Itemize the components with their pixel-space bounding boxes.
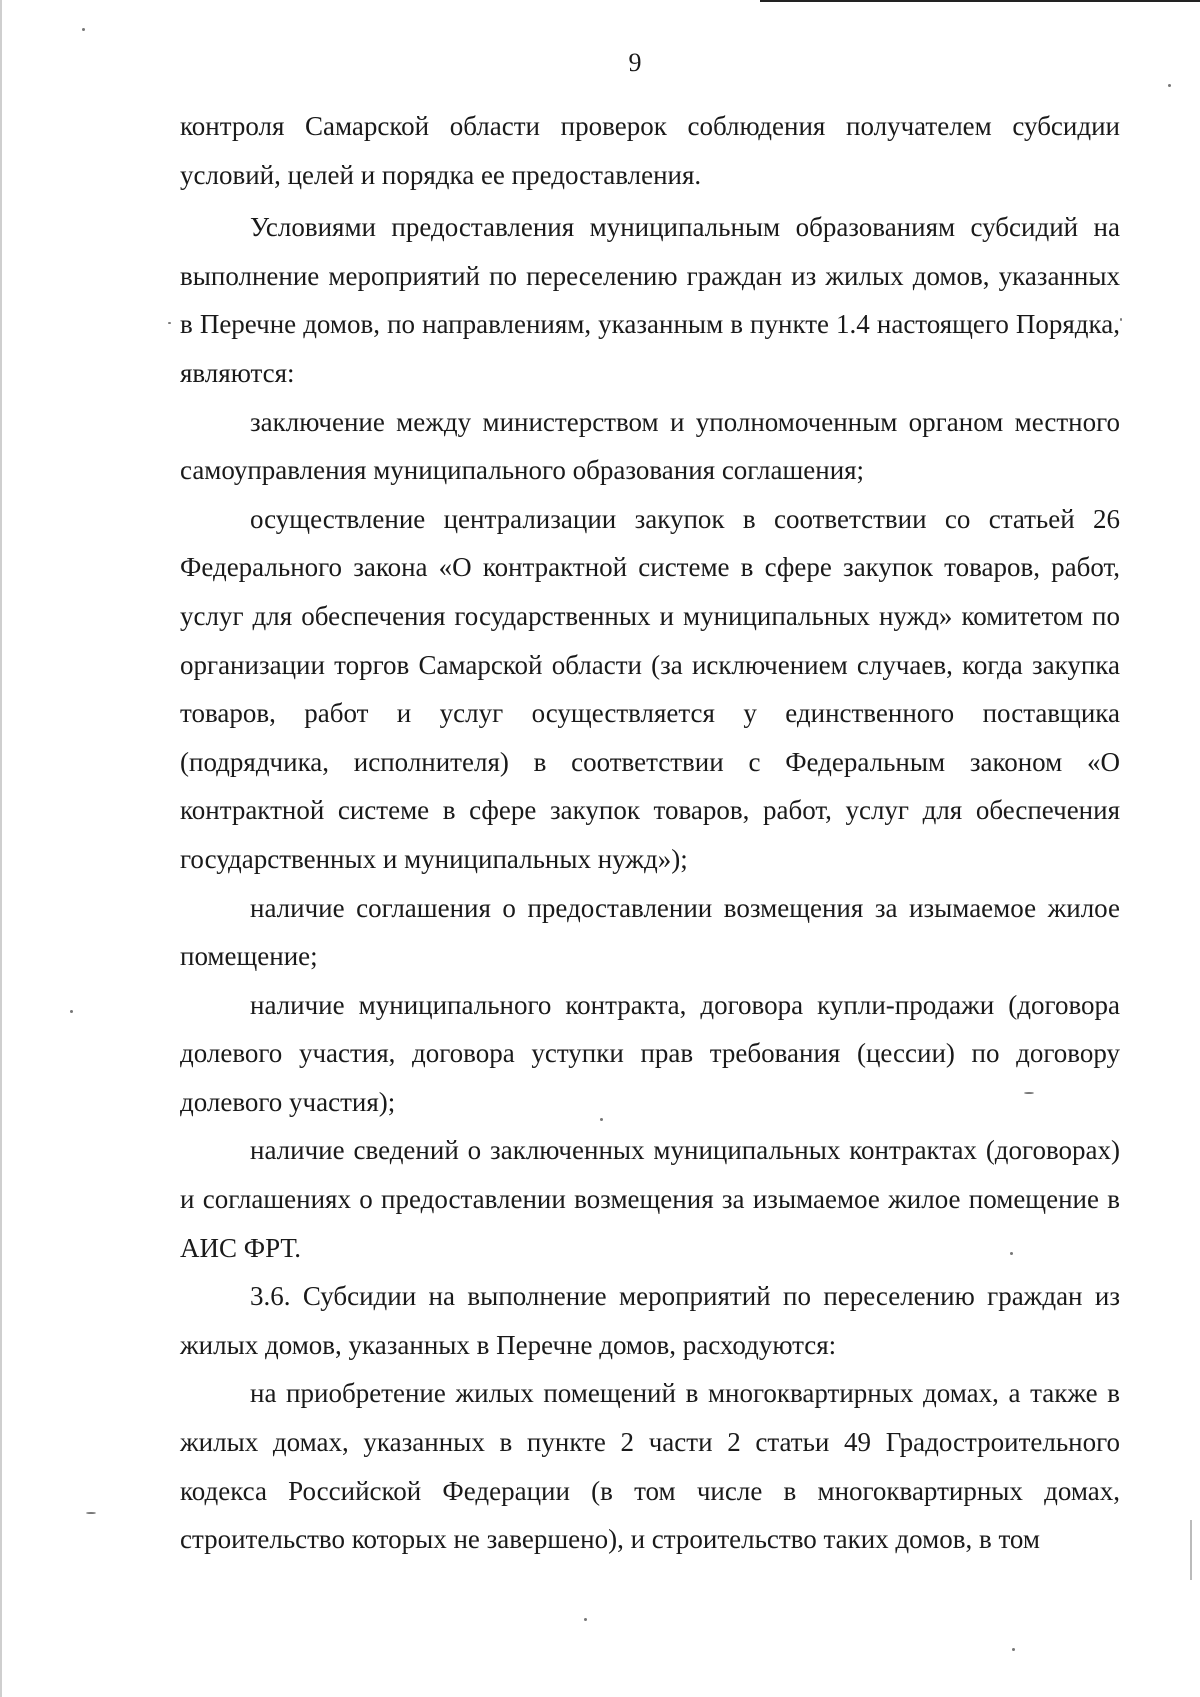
scan-speck [1168, 84, 1171, 87]
scan-speck [1012, 1648, 1015, 1651]
scan-left-edge [0, 0, 2, 1697]
paragraph-2: Условиями предоставления муниципальным образованиям субсидий на выполнение мероприятий по переселению граждан из жилых домов, указанных в Перечне домов, по направлениям, указанным в пункте 1.4 настоящего Порядка, являются: [180, 212, 1120, 388]
scan-speck [86, 1512, 96, 1514]
scan-speck [168, 322, 171, 324]
scan-speck [82, 28, 85, 31]
paragraph-6: наличие муниципального контракта, договора купли-продажи (договора долевого участия, договора уступки прав требования (цессии) по договору долевого участия); [180, 989, 1120, 1117]
paragraph-4: осуществление централизации закупок в соответствии со статьей 26 Федерального закона «О контрактной системе в сфере закупок товаров, работ, услуг для обеспечения государственных и муниципальных нужд» комитетом по организации торгов Самарской области (за исключением случаев, когда закупка товаров, работ и услуг осуществляется у единственного поставщика (подрядчика, исполнителя) в соответствии с Федеральным законом «О контрактной системе в сфере закупок товаров, работ, услуг для обеспечения государственных и муниципальных нужд»); [180, 503, 1120, 874]
scan-speck [1120, 318, 1122, 321]
scan-speck [584, 1618, 587, 1621]
paragraph-1: контроля Самарской области проверок соблюдения получателем субсидии условий, целей и порядка ее предоставления. [180, 111, 1120, 190]
paragraph-7: наличие сведений о заключенных муниципальных контрактах (договорах) и соглашениях о предоставлении возмещения за изымаемое жилое помещение в АИС ФРТ. [180, 1135, 1120, 1263]
paragraph-5: наличие соглашения о предоставлении возмещения за изымаемое жилое помещение; [180, 892, 1120, 972]
scan-speck [70, 1010, 73, 1013]
paragraph-3: заключение между министерством и уполномоченным органом местного самоуправления муниципального образования соглашения; [180, 406, 1120, 486]
page-number: 9 [628, 48, 642, 77]
paragraph-9: на приобретение жилых помещений в многоквартирных домах, а также в жилых домах, указанных в пункте 2 части 2 статьи 49 Градостроительного кодекса Российской Федерации (в том числе в многоквартирных домах, строительство которых не завершено), и строительство таких домов, в том [180, 1378, 1120, 1555]
scan-speck [1190, 1520, 1192, 1580]
paragraph-8: 3.6. Субсидии на выполнение мероприятий по переселению граждан из жилых домов, указанных в Перечне домов, расходуются: [180, 1281, 1120, 1360]
document-body [180, 102, 1120, 1564]
scan-top-rule [760, 0, 1200, 2]
